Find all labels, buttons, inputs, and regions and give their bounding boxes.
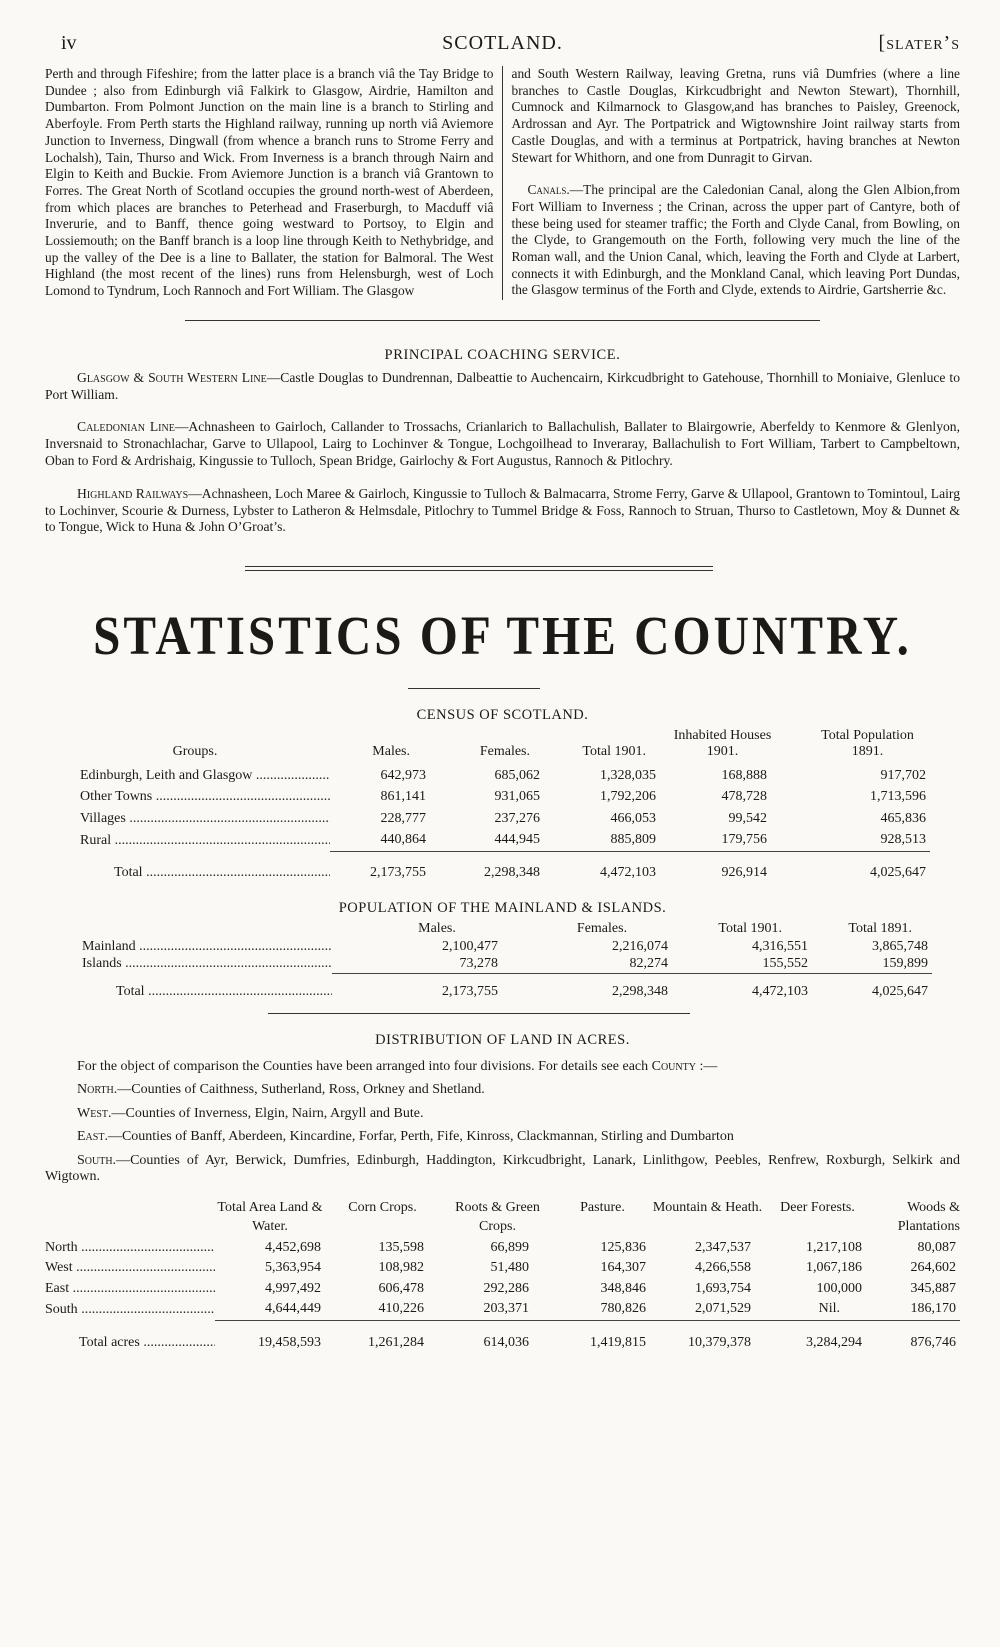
column-header: Total 1891. xyxy=(848,920,912,936)
houses-cell: 478,728 xyxy=(721,789,767,805)
column-header: Total Area Land & Water. xyxy=(217,1199,323,1234)
females-cell: 444,945 xyxy=(494,832,540,848)
woods-total: 876,746 xyxy=(870,1320,960,1353)
total-label: Total acres ..... xyxy=(45,1320,215,1353)
canals-heading: Canals. xyxy=(527,182,570,198)
column-header: Mountain & Heath. xyxy=(652,1199,763,1215)
table-row xyxy=(45,1279,960,1300)
males-cell: 440,864 xyxy=(380,832,426,848)
houses-cell: 168,888 xyxy=(721,767,767,783)
running-header: [slater’s xyxy=(878,32,960,54)
total-row xyxy=(45,1320,960,1353)
females-cell: 2,216,074 xyxy=(612,939,668,955)
canals-text: —The principal are the Caledonian Canal, along the Glen Albion,from Fort William to Inverness ; the Crinan, across the upper part of Cantyre, both of these being used for steamer traffic; the Forth and Clyde Canal, from Bowling, on the Clyde, to Grangemouth on the Forth, following very much the line of the Roman wall, and the Union Canal, which, leaving the Forth and Clyde at Larbert, connects it with Edinburgh, and the Monkland Canal, which leaving Port Dundas, the Glasgow terminus of the Forth and Clyde, extends to Airdrie, Gartsherrie &c. xyxy=(511,182,960,298)
deer-forests-cell: 1,067,186 xyxy=(806,1260,862,1276)
row-label: Other Towns ..... xyxy=(80,787,330,809)
document-page xyxy=(45,30,960,1353)
column-header: Inhabited Houses 1901. xyxy=(673,728,772,760)
deer-forests-total: 3,284,294 xyxy=(765,1320,870,1353)
pasture-total: 1,419,815 xyxy=(555,1320,650,1353)
females-cell: 237,276 xyxy=(494,810,540,826)
houses-cell: 179,756 xyxy=(721,832,767,848)
table-row xyxy=(45,1238,960,1259)
table-row xyxy=(80,808,930,830)
short-divider xyxy=(408,688,540,689)
houses-total: 926,914 xyxy=(660,852,785,884)
row-label: Mainland ..... xyxy=(82,939,332,956)
pasture-cell: 164,307 xyxy=(600,1260,646,1276)
division-text: —Counties of Banff, Aberdeen, Kincardine, Forfar, Perth, Fife, Kinross, Clackmannan, Stirling and Dumbarton xyxy=(107,1129,734,1145)
total-area-total: 19,458,593 xyxy=(215,1320,325,1353)
intro-end: County :— xyxy=(651,1058,718,1074)
row-label: East ..... xyxy=(45,1279,215,1300)
deer-forests-cell: Nil. xyxy=(818,1301,840,1317)
females-cell: 931,065 xyxy=(494,789,540,805)
pasture-cell: 780,826 xyxy=(600,1301,646,1317)
total-1901-cell: 155,552 xyxy=(762,956,808,972)
railways-left-column: Perth and through Fifeshire; from the latter place is a branch viâ the Tay Bridge to Dundee ; also from Edinburgh viâ Falkirk to Glasgow, Airdrie, Hamilton and Dumbarton. From Polmont Junction on the main line is a branch to Stirling and Aberfoyle. From Perth starts the Highland railway, running up north viâ Aviemore Junction to Inverness, Dingwall (from whence a branch runs to Strome Ferry and Lochalsh), Tain, Thurso and Wick. From Inverness is a branch through Nairn and Elgin to Keith and Buckie. From Aviemore Junction is a branch viâ Grantown to Forres. The Great North of Scotland occupies the ground north-west of Aberdeen, from which places are branches to Peterhead and Fraserburgh, to Macduff viâ Inverurie, and to Banff, thence going westward to Portsoy, to Elgin and Lossiemouth; on the Banff branch is a loop line through Keith to Nethybridge, and up the valley of the Dee is a line to Ballater, the station for Balmoral. The West Highland (the most recent of the lines) runs from Helensburgh, west of Loch Lomond to Tyndrum, Loch Rannoch and Fort William. The Glasgow xyxy=(45,66,503,300)
total-1901-cell: 4,316,551 xyxy=(752,939,808,955)
column-header: Deer Forests. xyxy=(780,1199,855,1215)
woods-cell: 264,602 xyxy=(910,1260,956,1276)
division-name: South. xyxy=(77,1152,117,1168)
total-row xyxy=(82,973,932,1001)
column-header: Groups. xyxy=(172,744,218,760)
total-1901-total: 4,472,103 xyxy=(672,973,812,1001)
intro-text: For the object of comparison the Counties have been arranged into four divisions. For details see each xyxy=(77,1058,649,1074)
page-header xyxy=(45,30,960,60)
row-label: Villages ..... xyxy=(80,808,330,830)
coaching-entry xyxy=(45,486,960,536)
total-1891-cell: 3,865,748 xyxy=(872,939,928,955)
corn-crops-cell: 108,982 xyxy=(378,1260,424,1276)
division-entry xyxy=(45,1129,960,1146)
column-header: Pasture. xyxy=(580,1199,625,1215)
division-text: —Counties of Inverness, Elgin, Nairn, Argyll and Bute. xyxy=(111,1105,424,1121)
division-name: East. xyxy=(77,1129,108,1145)
distribution-intro xyxy=(45,1059,960,1076)
column-header: Total 1901. xyxy=(718,920,782,936)
table-row xyxy=(45,1299,960,1320)
males-cell: 2,100,477 xyxy=(442,939,498,955)
males-total: 2,173,755 xyxy=(332,973,502,1001)
page-title: SCOTLAND. xyxy=(442,32,563,54)
distribution-title: DISTRIBUTION OF LAND IN ACRES. xyxy=(375,1031,630,1048)
table-row xyxy=(82,956,932,974)
total-area-cell: 4,452,698 xyxy=(265,1239,321,1255)
deer-forests-cell: 1,217,108 xyxy=(806,1239,862,1255)
row-label: South ..... xyxy=(45,1299,215,1320)
mountain-cell: 4,266,558 xyxy=(695,1260,751,1276)
females-total: 2,298,348 xyxy=(430,852,550,884)
column-header: Roots & Green Crops. xyxy=(455,1199,540,1234)
roots-cell: 66,899 xyxy=(490,1239,529,1255)
coaching-heading: Glasgow & South Western Line xyxy=(77,369,267,385)
roots-total: 614,036 xyxy=(440,1320,555,1353)
land-distribution-table xyxy=(45,1198,960,1354)
column-header: Total Population 1891. xyxy=(821,728,914,760)
table-row xyxy=(80,787,930,809)
statistics-title: STATISTICS OF THE COUNTRY. xyxy=(93,604,912,667)
canals-paragraph xyxy=(512,182,961,299)
males-total: 2,173,755 xyxy=(330,852,430,884)
males-cell: 861,141 xyxy=(380,789,426,805)
total-1891-total: 4,025,647 xyxy=(812,973,932,1001)
railways-right-column xyxy=(503,66,961,300)
coaching-text: —Achnasheen, Loch Maree & Gairloch, Kingussie to Tulloch & Balmacarra, Strome Ferry, Garve & Ullapool, Grantown to Tomintoul, Lairg to Lochinver, Scourie & Durness, Lybster to Latheron & Helmsdale, Pitlochry to Tummel Bridge & Foss, Rannoch to Struan, Thurso to Castletown, Moy & Dunnet & to Tongue, Wick to Huna & John O’Groat’s. xyxy=(45,485,960,535)
division-text: —Counties of Ayr, Berwick, Dumfries, Edinburgh, Haddington, Kirkcudbright, Lanark, Linlithgow, Peebles, Renfrew, Roxburgh, Selkirk and Wigtown. xyxy=(45,1152,960,1185)
deer-forests-cell: 100,000 xyxy=(816,1280,862,1296)
coaching-entry xyxy=(45,370,960,404)
roots-cell: 203,371 xyxy=(483,1301,529,1317)
column-header: Females. xyxy=(479,744,530,760)
coaching-text: —Castle Douglas to Dundrennan, Dalbeattie to Auchencairn, Kirkcudbright to Gatehouse, Thornhill to Moniaive, Glenluce to Port William. xyxy=(45,369,960,402)
division-name: West. xyxy=(77,1105,112,1121)
total-area-cell: 5,363,954 xyxy=(265,1260,321,1276)
railways-section xyxy=(45,66,960,300)
mountain-cell: 2,071,529 xyxy=(695,1301,751,1317)
row-label: Rural ..... xyxy=(80,830,330,852)
total-1901-total: 4,472,103 xyxy=(550,852,660,884)
corn-crops-total: 1,261,284 xyxy=(325,1320,440,1353)
table-row xyxy=(80,830,930,852)
woods-cell: 80,087 xyxy=(917,1239,956,1255)
total-1901-cell: 466,053 xyxy=(610,810,656,826)
coaching-heading: Highland Railways xyxy=(77,485,189,501)
corn-crops-cell: 606,478 xyxy=(378,1280,424,1296)
total-1891-cell: 928,513 xyxy=(880,832,926,848)
total-label: Total ..... xyxy=(80,852,330,884)
division-entry xyxy=(45,1153,960,1186)
table-header-row xyxy=(82,921,932,939)
column-header: Males. xyxy=(372,744,410,760)
table-row xyxy=(82,939,932,956)
pasture-cell: 125,836 xyxy=(600,1239,646,1255)
woods-cell: 186,170 xyxy=(910,1301,956,1317)
column-header: Males. xyxy=(418,920,456,936)
females-cell: 82,274 xyxy=(629,956,668,972)
coaching-entry xyxy=(45,419,960,469)
mountain-total: 10,379,378 xyxy=(650,1320,765,1353)
total-row xyxy=(80,852,930,884)
page-number: iv xyxy=(61,32,77,54)
total-area-cell: 4,997,492 xyxy=(265,1280,321,1296)
column-header: Corn Crops. xyxy=(348,1199,417,1215)
total-1891-cell: 465,836 xyxy=(880,810,926,826)
coaching-title: PRINCIPAL COACHING SERVICE. xyxy=(384,346,621,363)
total-1891-cell: 917,702 xyxy=(880,767,926,783)
row-label: West ..... xyxy=(45,1258,215,1279)
table-row xyxy=(80,765,930,787)
woods-cell: 345,887 xyxy=(910,1280,956,1296)
column-header: Females. xyxy=(576,920,628,936)
population-title: POPULATION OF THE MAINLAND & ISLANDS. xyxy=(338,899,667,916)
row-label: Islands ..... xyxy=(82,956,332,974)
total-label: Total ..... xyxy=(82,973,332,1001)
table-row xyxy=(45,1258,960,1279)
mountain-cell: 2,347,537 xyxy=(695,1239,751,1255)
division-entry xyxy=(45,1082,960,1099)
corn-crops-cell: 410,226 xyxy=(378,1301,424,1317)
division-entry xyxy=(45,1106,960,1123)
total-1901-cell: 1,792,206 xyxy=(600,789,656,805)
row-label: North ..... xyxy=(45,1238,215,1259)
coaching-heading: Caledonian Line xyxy=(77,419,175,435)
males-cell: 228,777 xyxy=(380,810,426,826)
table-header-row xyxy=(45,1198,960,1238)
corn-crops-cell: 135,598 xyxy=(378,1239,424,1255)
females-total: 2,298,348 xyxy=(502,973,672,1001)
males-cell: 642,973 xyxy=(380,767,426,783)
total-1891-cell: 159,899 xyxy=(882,956,928,972)
males-cell: 73,278 xyxy=(459,956,498,972)
population-table xyxy=(82,921,932,1001)
column-header: Total 1901. xyxy=(582,744,646,760)
section-divider xyxy=(268,1013,690,1014)
coaching-text: —Achnasheen to Gairloch, Callander to Trossachs, Crianlarich to Ballachulish, Ballater to Blairgowrie, Aberfeldy to Kenmore & Glenlyon, Inversnaid to Stronachlachar, Garve to Ullapool, Lairg to Lochinver & Tongue, Lochgoilhead to Inveraray, Ballachulish to Fort William, Tarbert to Campbeltown, Oban to Ford & Ardrishaig, Kingussie to Tulloch, Spean Bridge, Gairlochy & Fort Augustus, Rannoch & Pitlochry. xyxy=(45,419,961,469)
double-rule-divider xyxy=(245,566,713,571)
census-table xyxy=(80,728,930,884)
pasture-cell: 348,846 xyxy=(600,1280,646,1296)
division-name: North. xyxy=(77,1082,118,1098)
total-1901-cell: 885,809 xyxy=(610,832,656,848)
census-title: CENSUS OF SCOTLAND. xyxy=(416,707,589,724)
total-1891-cell: 1,713,596 xyxy=(870,789,926,805)
table-header-row xyxy=(80,728,930,765)
total-area-cell: 4,644,449 xyxy=(265,1301,321,1317)
roots-cell: 51,480 xyxy=(490,1260,529,1276)
total-1901-cell: 1,328,035 xyxy=(600,767,656,783)
division-text: —Counties of Caithness, Sutherland, Ross, Orkney and Shetland. xyxy=(117,1082,485,1098)
total-1891-total: 4,025,647 xyxy=(785,852,930,884)
railways-right-text: and South Western Railway, leaving Gretna, runs viâ Dumfries (where a line branches to Castle Douglas, Kirkcudbright and Newton Stewart), Thornhill, Cumnock and Kilmarnock to Glasgow,and has branches to Paisley, Greenock, Ardrossan and Ayr. The Portpatrick and Wigtownshire Joint railway starts from Castle Douglas, and with a terminus at Portpatrick, having branches at Newton Stewart for Whithorn, and one from Dunragit to Girvan. xyxy=(511,66,960,165)
row-label: Edinburgh, Leith and Glasgow ..... xyxy=(80,765,330,787)
section-divider xyxy=(185,320,820,321)
column-header: Woods & Plantations xyxy=(897,1199,960,1234)
females-cell: 685,062 xyxy=(494,767,540,783)
houses-cell: 99,542 xyxy=(728,810,767,826)
roots-cell: 292,286 xyxy=(483,1280,529,1296)
mountain-cell: 1,693,754 xyxy=(695,1280,751,1296)
